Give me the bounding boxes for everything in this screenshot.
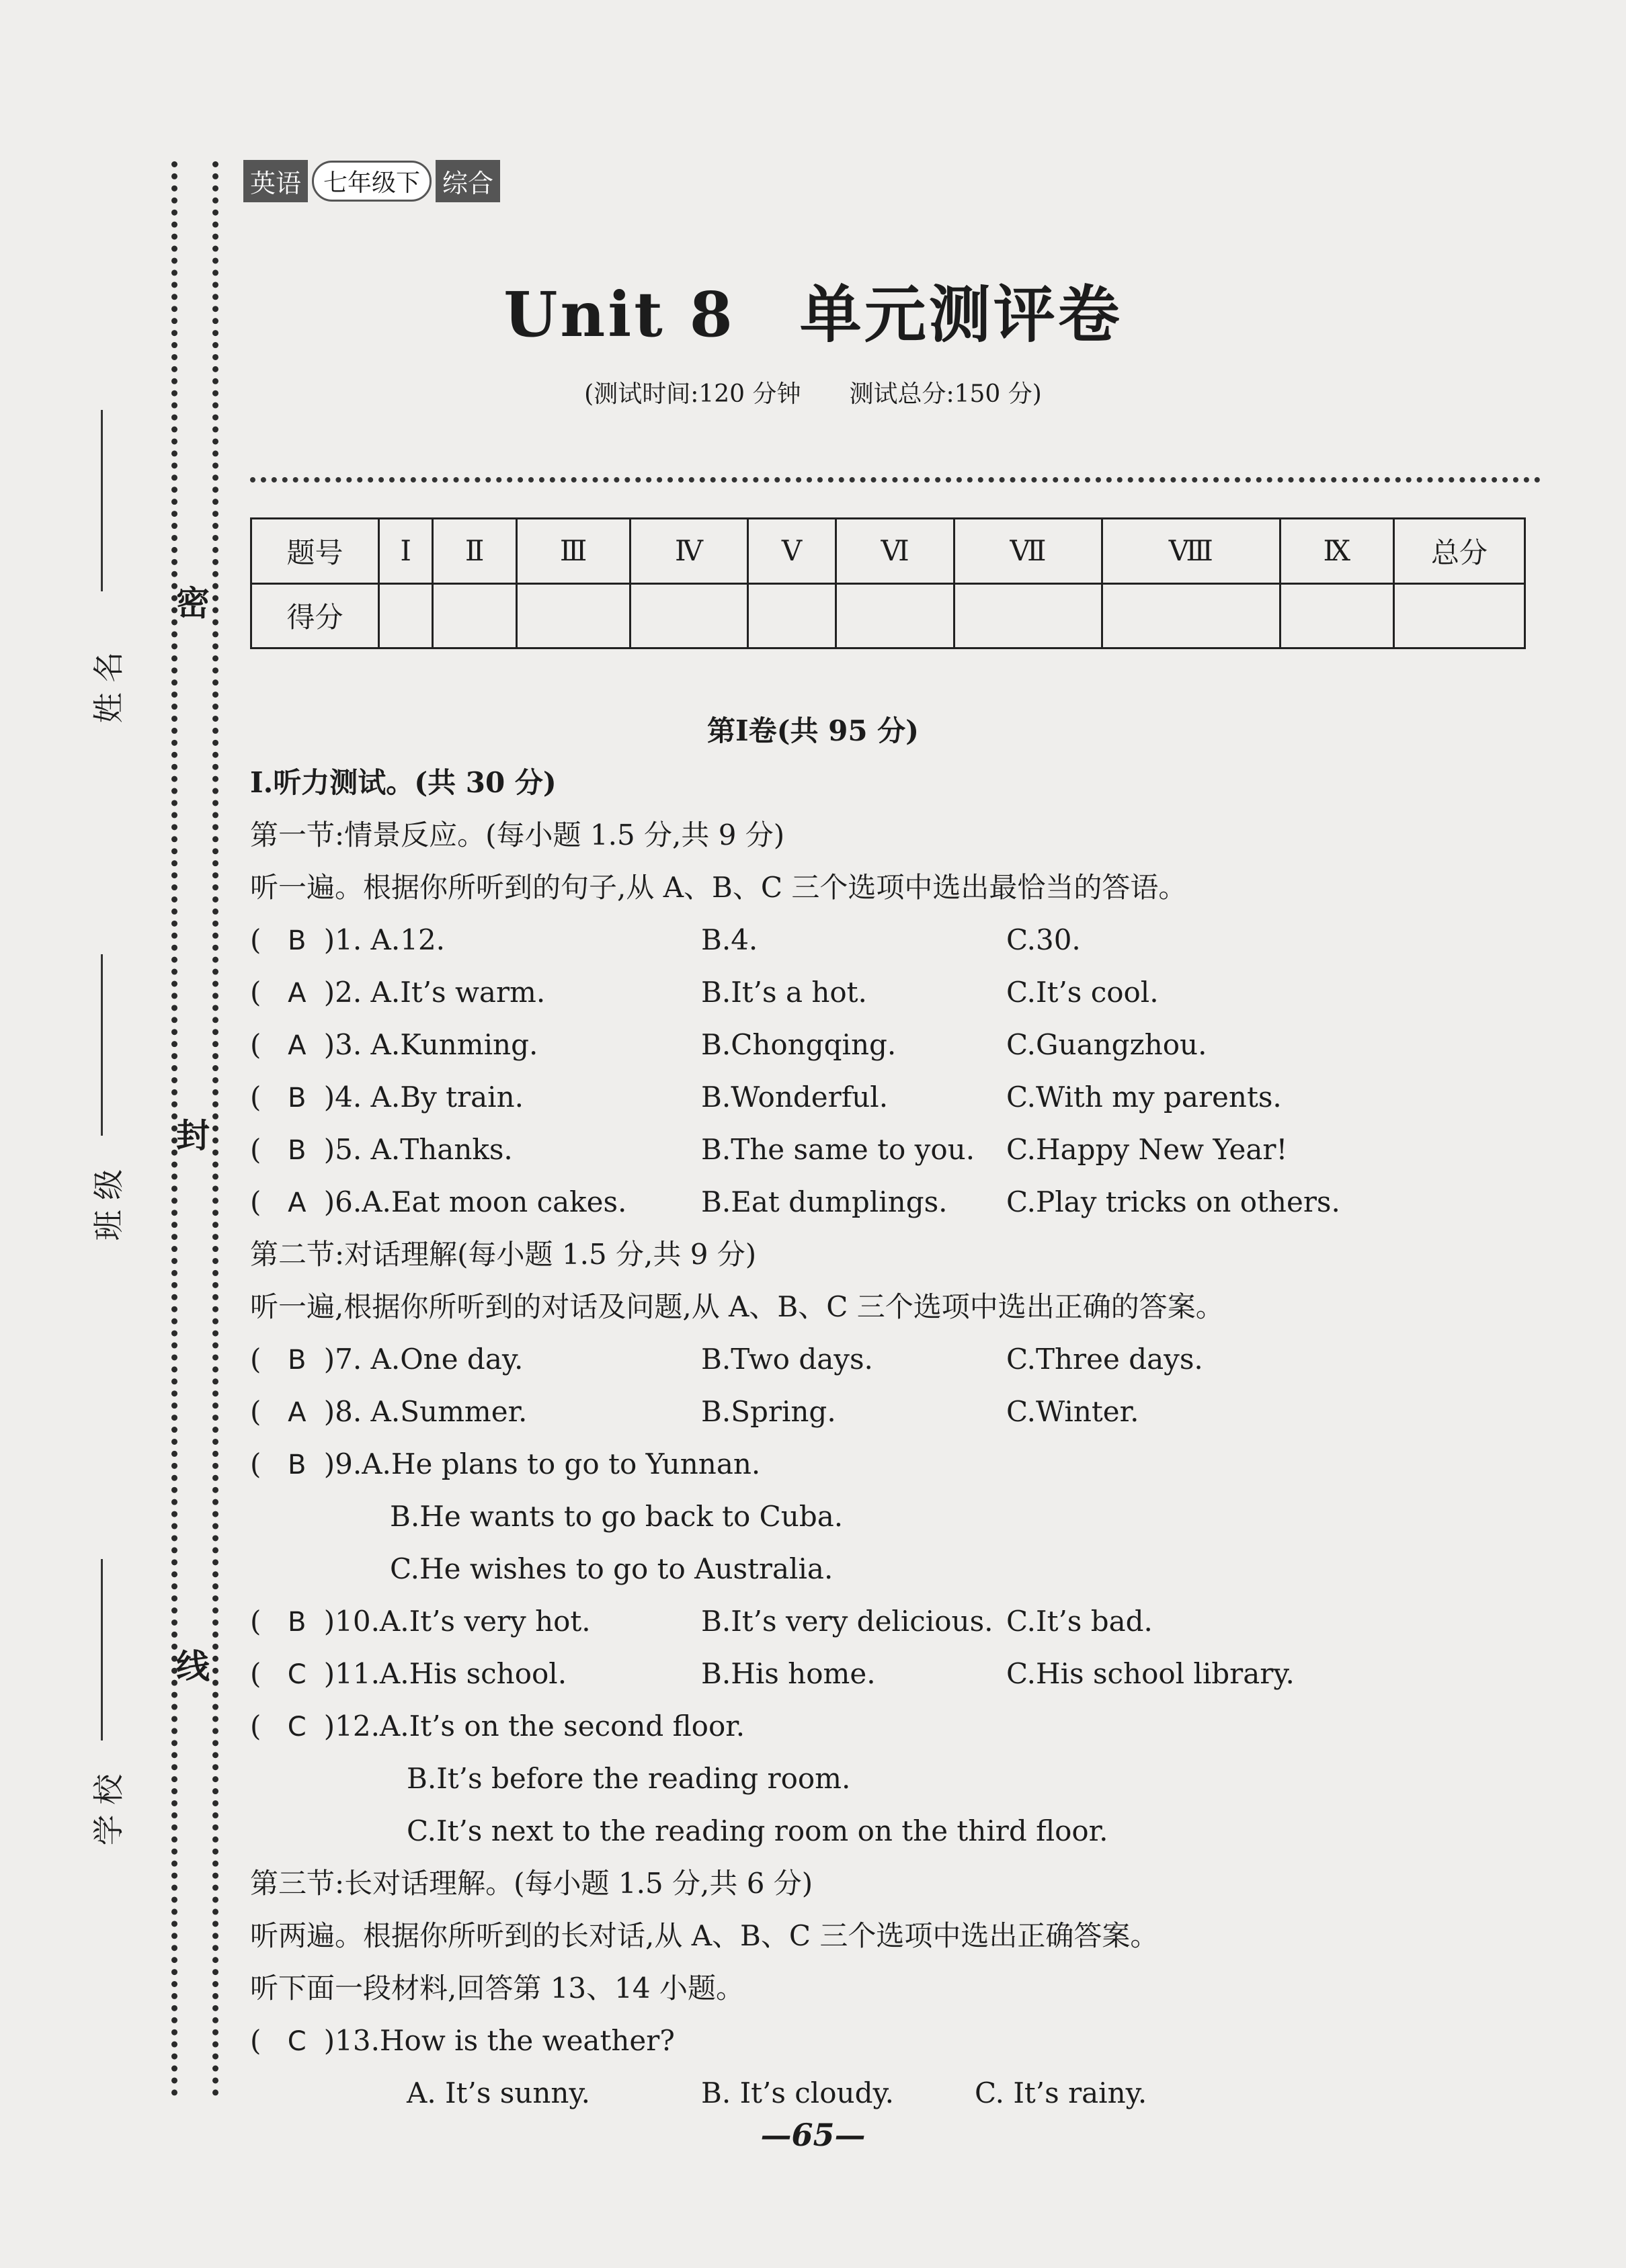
option-c: C.He wishes to go to Australia. xyxy=(390,1552,834,1585)
score-input[interactable] xyxy=(517,583,631,648)
score-cell: Ⅱ xyxy=(433,519,517,584)
score-cell: Ⅵ xyxy=(836,519,954,584)
option-c: C. It’s rainy. xyxy=(975,2076,1147,2109)
answer-1[interactable]: B xyxy=(288,925,307,956)
option-a: )9.A.He plans to go to Yunnan. xyxy=(323,1447,761,1480)
seal-char-mi: 密 xyxy=(176,583,210,623)
question-13: ( C )13.How is the weather? xyxy=(250,2021,675,2062)
s3-material: 听下面一段材料,回答第 13、14 小题。 xyxy=(250,1972,744,2005)
score-table-score-row xyxy=(251,583,1525,648)
option-b: B.Chongqing. xyxy=(701,1028,897,1061)
s1-title: 第一节:情景反应。(每小题 1.5 分,共 9 分) xyxy=(250,818,785,851)
s2-title: 第二节:对话理解(每小题 1.5 分,共 9 分) xyxy=(250,1238,757,1271)
option-b: B.Two days. xyxy=(701,1343,873,1376)
option-c: C.It’s bad. xyxy=(1006,1605,1153,1638)
score-input[interactable] xyxy=(954,583,1102,648)
school-blank[interactable] xyxy=(101,1559,103,1740)
question-7: ( B )7. A.One day. xyxy=(250,1339,523,1380)
name-label: 姓 名 xyxy=(90,651,127,724)
score-cell: Ⅳ xyxy=(631,519,748,584)
option-c: C.With my parents. xyxy=(1006,1081,1282,1114)
paper-type: 综合 xyxy=(436,160,500,202)
score-input[interactable] xyxy=(747,583,836,648)
option-b: B.4. xyxy=(701,923,758,956)
school-label: 学 校 xyxy=(90,1773,127,1846)
option-a: )3. A.Kunming. xyxy=(323,1028,538,1061)
seal-char-feng: 封 xyxy=(176,1116,210,1155)
score-input[interactable] xyxy=(379,583,433,648)
option-a: )7. A.One day. xyxy=(323,1343,524,1376)
question-5: ( B )5. A.Thanks. xyxy=(250,1130,513,1171)
answer-2[interactable]: A xyxy=(288,978,307,1009)
option-a: )12.A.It’s on the second floor. xyxy=(323,1710,745,1742)
score-input[interactable] xyxy=(1280,583,1393,648)
score-input[interactable] xyxy=(1394,583,1525,648)
score-cell: Ⅷ xyxy=(1102,519,1281,584)
score-cell: 总分 xyxy=(1394,519,1525,584)
answer-7[interactable]: B xyxy=(288,1345,307,1376)
option-b: B. It’s cloudy. xyxy=(701,2076,894,2109)
answer-13[interactable]: C xyxy=(287,2026,307,2057)
answer-8[interactable]: A xyxy=(288,1397,307,1428)
option-b: B.Wonderful. xyxy=(701,1081,889,1114)
answer-6[interactable]: A xyxy=(288,1187,307,1218)
question-12: ( C )12.A.It’s on the second floor. xyxy=(250,1706,745,1747)
option-c: C.His school library. xyxy=(1006,1657,1295,1690)
question-11: ( C )11.A.His school. xyxy=(250,1654,567,1695)
score-input[interactable] xyxy=(1102,583,1281,648)
option-b: B.Spring. xyxy=(701,1395,836,1428)
option-b: B.Eat dumplings. xyxy=(701,1185,948,1218)
score-cell: Ⅴ xyxy=(747,519,836,584)
question-6: ( A )6.A.Eat moon cakes. xyxy=(250,1182,626,1223)
option-b: B.It’s very delicious. xyxy=(701,1605,993,1638)
option-b: B.It’s before the reading room. xyxy=(407,1762,851,1795)
question-8: ( A )8. A.Summer. xyxy=(250,1392,527,1433)
option-b: B.It’s a hot. xyxy=(701,976,867,1009)
seal-char-xian: 线 xyxy=(176,1646,210,1686)
option-c: C.Play tricks on others. xyxy=(1006,1185,1340,1218)
answer-10[interactable]: B xyxy=(288,1607,307,1638)
class-blank[interactable] xyxy=(101,954,103,1136)
option-c: C.Guangzhou. xyxy=(1006,1028,1207,1061)
option-b: B.The same to you. xyxy=(701,1133,975,1166)
option-a: )11.A.His school. xyxy=(323,1657,567,1690)
s3-title: 第三节:长对话理解。(每小题 1.5 分,共 6 分) xyxy=(250,1867,813,1900)
score-row-label: 得分 xyxy=(251,583,379,648)
question-text: )13.How is the weather? xyxy=(323,2024,675,2057)
s2-instruction: 听一遍,根据你所听到的对话及问题,从 A、B、C 三个选项中选出正确的答案。 xyxy=(250,1290,1224,1323)
option-a: )4. A.By train. xyxy=(323,1081,524,1114)
answer-4[interactable]: B xyxy=(288,1083,307,1114)
score-input[interactable] xyxy=(631,583,748,648)
s3-instruction: 听两遍。根据你所听到的长对话,从 A、B、C 三个选项中选出正确答案。 xyxy=(250,1919,1159,1952)
option-a: )5. A.Thanks. xyxy=(323,1133,513,1166)
score-input[interactable] xyxy=(836,583,954,648)
answer-3[interactable]: A xyxy=(288,1030,307,1061)
grade: 七年级下 xyxy=(312,161,432,202)
answer-11[interactable]: C xyxy=(287,1659,307,1690)
class-label: 班 级 xyxy=(90,1169,127,1241)
divider xyxy=(250,477,1541,482)
option-a: )1. A.12. xyxy=(323,923,446,956)
part1-title: Ⅰ.听力测试。(共 30 分) xyxy=(250,766,557,799)
volume-title: 第Ⅰ卷(共 95 分) xyxy=(706,714,920,747)
name-blank[interactable] xyxy=(101,410,103,591)
option-c: C.Three days. xyxy=(1006,1343,1203,1376)
subject-tag xyxy=(243,160,500,202)
answer-9[interactable]: B xyxy=(288,1450,307,1480)
exam-info: (测试时间:120 分钟 测试总分:150 分) xyxy=(584,380,1042,408)
option-c: C.30. xyxy=(1006,923,1081,956)
binding-dots-right xyxy=(212,161,218,2097)
option-b: B.He wants to go back to Cuba. xyxy=(390,1500,844,1533)
answer-12[interactable]: C xyxy=(287,1712,307,1742)
page-number: —65— xyxy=(760,2117,866,2153)
score-cell: 题号 xyxy=(251,519,379,584)
score-table xyxy=(250,517,1526,649)
option-a: A. It’s sunny. xyxy=(407,2076,590,2109)
score-table-header-row xyxy=(251,519,1525,584)
option-b: B.His home. xyxy=(701,1657,876,1690)
subject: 英语 xyxy=(243,160,308,202)
question-2: ( A )2. A.It’s warm. xyxy=(250,972,545,1013)
score-cell: Ⅲ xyxy=(517,519,631,584)
score-cell: Ⅶ xyxy=(954,519,1102,584)
option-c: C.Winter. xyxy=(1006,1395,1139,1428)
option-a: )10.A.It’s very hot. xyxy=(323,1605,591,1638)
page-title: Unit 8 单元测评卷 xyxy=(503,278,1123,351)
option-c: C.It’s cool. xyxy=(1006,976,1159,1009)
option-c: C.It’s next to the reading room on the third floor. xyxy=(407,1814,1108,1847)
question-3: ( A )3. A.Kunming. xyxy=(250,1025,538,1066)
score-cell: Ⅸ xyxy=(1280,519,1393,584)
question-1: ( B )1. A.12. xyxy=(250,920,445,961)
s1-instruction: 听一遍。根据你所听到的句子,从 A、B、C 三个选项中选出最恰当的答语。 xyxy=(250,871,1187,904)
question-9: ( B )9.A.He plans to go to Yunnan. xyxy=(250,1444,760,1485)
option-a: )8. A.Summer. xyxy=(323,1395,528,1428)
question-10: ( B )10.A.It’s very hot. xyxy=(250,1601,591,1642)
score-input[interactable] xyxy=(433,583,517,648)
option-a: )2. A.It’s warm. xyxy=(323,976,546,1009)
score-cell: Ⅰ xyxy=(379,519,433,584)
question-4: ( B )4. A.By train. xyxy=(250,1077,524,1118)
option-a: )6.A.Eat moon cakes. xyxy=(323,1185,627,1218)
option-c: C.Happy New Year! xyxy=(1006,1133,1288,1166)
answer-5[interactable]: B xyxy=(288,1135,307,1166)
